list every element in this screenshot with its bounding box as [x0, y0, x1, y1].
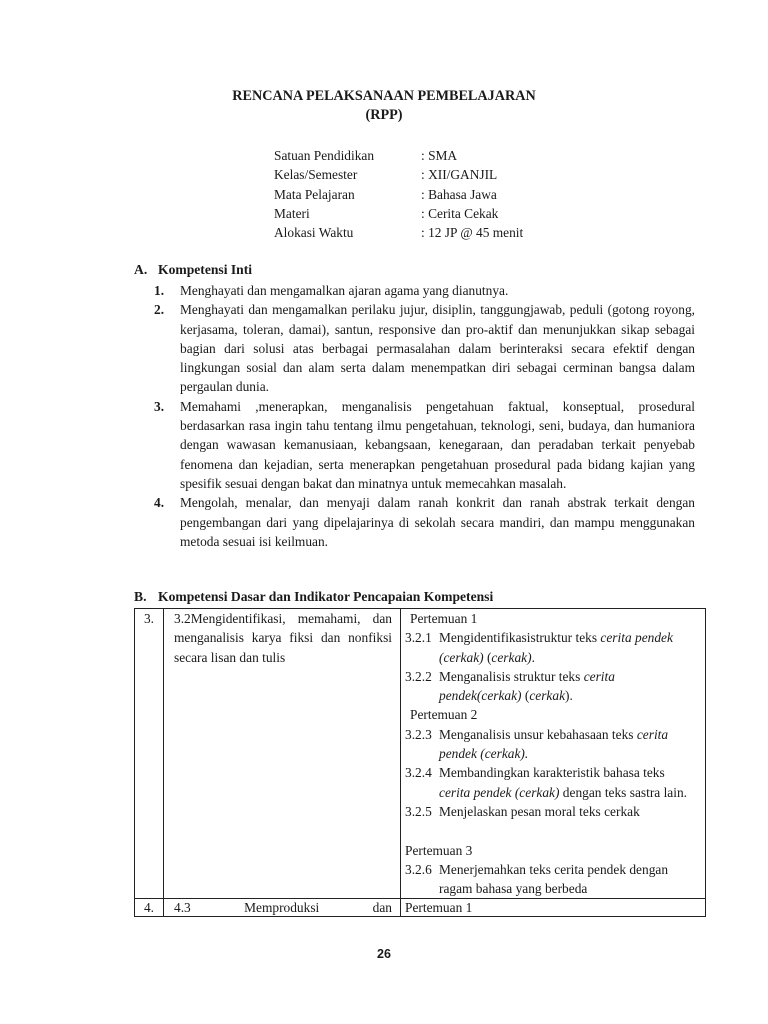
info-row-mapel: [274, 185, 523, 204]
meeting-label: Pertemuan 3: [405, 842, 473, 858]
indicator-cell: [401, 899, 706, 917]
indicator-cell: [401, 609, 706, 899]
info-value: : Bahasa Jawa: [421, 186, 497, 202]
section-title: Kompetensi Inti: [158, 262, 253, 277]
info-label: Alokasi Waktu: [274, 225, 354, 241]
table-row: [135, 609, 706, 899]
indicator-italic: cerkak): [491, 649, 532, 665]
list-item: [154, 397, 695, 493]
kd-word: Memproduksi: [244, 900, 320, 916]
indicator-code: 3.2.4: [405, 765, 432, 781]
meeting-label: Pertemuan 2: [410, 707, 478, 723]
meeting-label: Pertemuan 1: [405, 900, 473, 916]
table-row: [135, 899, 706, 917]
list-item: [154, 300, 695, 396]
kd-word: dan: [372, 900, 392, 916]
indicator-italic: cerita pendek (cerkak): [439, 784, 560, 800]
indicator-item: [405, 628, 699, 667]
list-item-text: Memahami ,menerapkan, menganalisis pengetahuan faktual, konseptual, prosedural berdasarkan rasa ingin tahu tentang ilmu pengetahuan, teknologi, seni, budaya, dan humaniora dengan wawasan kemanusiaan, kebangsaan, kenegaraan, dan peradaban terkait penyebab fenomena dan kejadian, serta menerapkan pengetahuan prosedural pada bidang kajian yang spesifik sesuai dengan bakat dan minatnya untuk memecahkan masalah.: [180, 398, 695, 491]
info-row-alokasi: [274, 223, 523, 242]
kd-indicator-table: [134, 608, 706, 917]
section-letter: A.: [134, 262, 148, 277]
info-label: Materi: [274, 205, 310, 221]
kd-code: 4.3: [174, 900, 191, 916]
indicator-code: 3.2.5: [405, 803, 432, 819]
indicator-italic: cerkak: [529, 688, 566, 704]
section-b-heading: [134, 589, 493, 605]
indicator-text: Menerjemahkan teks cerita pendek dengan ragam bahasa yang berbeda: [439, 861, 669, 897]
list-item-number: 2.: [154, 302, 165, 318]
info-value: : Cerita Cekak: [421, 205, 499, 221]
spacer: [405, 821, 699, 840]
indicator-text: ).: [565, 688, 573, 704]
list-item-number: 1.: [154, 283, 165, 298]
indicator-item: [405, 725, 699, 764]
info-row-materi: [274, 204, 523, 223]
info-row-satuan: [274, 146, 523, 165]
kompetensi-inti-list: [154, 281, 695, 551]
indicator-text: Mengidentifikasistruktur teks: [439, 630, 601, 646]
indicator-italic: cerita pendek(cerkak): [439, 668, 615, 704]
info-row-kelas: [274, 165, 523, 184]
indicator-text: Membandingkan karakteristik bahasa teks: [439, 765, 665, 781]
info-label: Mata Pelajaran: [274, 186, 355, 202]
info-value: : SMA: [421, 148, 458, 163]
row-number-cell: 3.: [135, 609, 164, 899]
indicator-text: (: [483, 649, 492, 665]
indicator-item: [405, 802, 699, 821]
indicator-code: 3.2.2: [405, 668, 432, 684]
info-value: : XII/GANJIL: [421, 167, 498, 183]
info-label: Satuan Pendidikan: [274, 148, 375, 163]
list-item: [154, 281, 695, 300]
section-letter: B.: [134, 589, 147, 604]
indicator-code: 3.2.1: [405, 630, 432, 646]
indicator-text: .: [531, 649, 535, 665]
indicator-text: Menganalisis unsur kebahasaan teks: [439, 726, 637, 742]
document-subtitle: (RPP): [365, 107, 403, 123]
document-title: RENCANA PELAKSANAAN PEMBELAJARAN: [232, 88, 536, 104]
list-item-text: Menghayati dan mengamalkan perilaku jujur, disiplin, tanggungjawab, peduli (gotong royong, kerjasama, toleran, damai), santun, responsive dan pro-aktif dan menunjukkan sikap sebagai bagian dari solusi atas berbagai permasalahan dalam berinteraksi secara efektif dengan lingkungan sosial dan alam serta dalam menempatkan diri sebagai cerminan bangsa dalam pergaulan dunia.: [180, 302, 695, 395]
indicator-text: dengan teks sastra lain.: [559, 784, 687, 800]
list-item-text: Mengolah, menalar, dan menyaji dalam ranah konkrit dan ranah abstrak terkait dengan pengembangan dari yang dipelajarinya di sekolah secara mandiri, dan mampu menggunakan metoda sesuai isi keilmuan.: [180, 495, 695, 549]
list-item-number: 4.: [154, 495, 165, 511]
list-item: [154, 493, 695, 551]
kd-text: 3.2Mengidentifikasi, memahami, dan menganalisis karya fiksi dan nonfiksi secara lisan dan tulis: [174, 611, 392, 665]
kd-cell: [164, 899, 401, 917]
info-value: : 12 JP @ 45 menit: [421, 225, 524, 241]
kd-cell: [164, 609, 401, 899]
list-item-text: Menghayati dan mengamalkan ajaran agama yang dianutnya.: [180, 283, 509, 298]
indicator-item: [405, 667, 699, 706]
section-a-heading: [134, 262, 252, 278]
meeting-label: Pertemuan 1: [410, 611, 478, 626]
indicator-text: Menganalisis struktur teks: [439, 668, 584, 684]
indicator-code: 3.2.3: [405, 726, 432, 742]
page-number: 26: [377, 947, 391, 961]
indicator-item: [405, 860, 699, 899]
indicator-italic: cerita pendek (cerkak).: [439, 726, 669, 762]
info-label: Kelas/Semester: [274, 167, 358, 183]
indicator-text: (: [521, 688, 530, 704]
list-item-number: 3.: [154, 398, 165, 414]
identity-block: [274, 146, 523, 242]
indicator-code: 3.2.6: [405, 861, 432, 877]
indicator-text: Menjelaskan pesan moral teks cerkak: [439, 803, 640, 819]
section-title: Kompetensi Dasar dan Indikator Pencapaian Kompetensi: [158, 589, 494, 604]
row-number-cell: 4.: [135, 899, 164, 917]
indicator-italic: cerita pendek (cerkak): [439, 630, 673, 665]
indicator-item: [405, 763, 699, 802]
